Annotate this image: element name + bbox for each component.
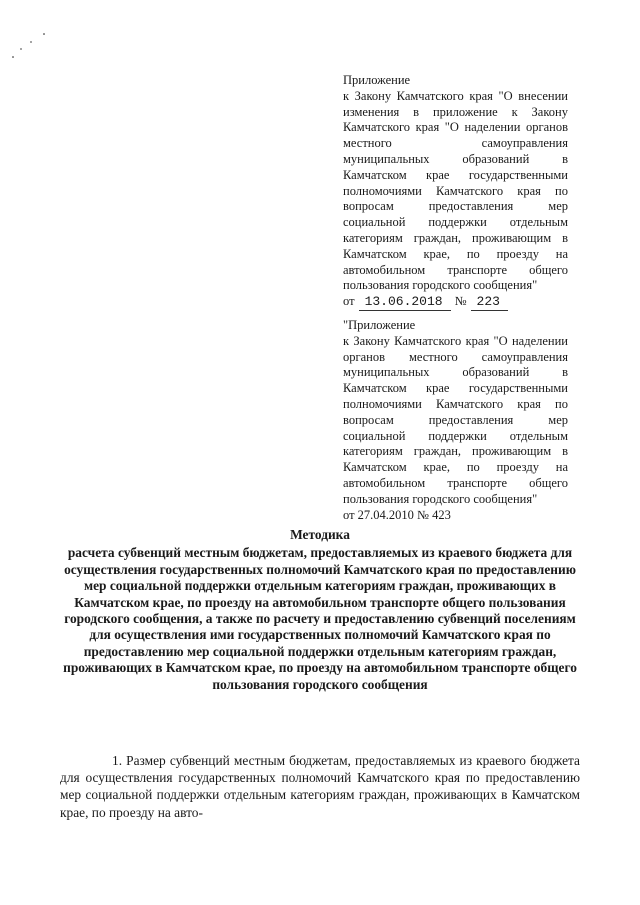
appendix-current [343,73,568,311]
scan-speck [12,56,14,58]
date-prefix: от [343,294,355,309]
appendix-date: 13.06.2018 [359,294,451,311]
number-prefix: № [454,294,467,309]
title-subtitle: расчета субвенций местным бюджетам, предоставляемых из краевого бюджета для осуществления государственных полномочий Камчатского края по предоставлению мер социальной поддержки отдельным категориям граждан, проживающих в Камчатском крае, по проезду на автомобильном транспорте общего пользования городского сообщения, а также по расчету и предоставлению субвенций поселениям для осуществления ими государственных полномочий Камчатского края по предоставлению мер социальной поддержки отдельным категориям граждан, проживающих в Камчатском крае, по проезду на автомобильном транспорте общего пользования городского сообщения [63,545,577,692]
appendix-original-date-line: от 27.04.2010 № 423 [343,507,451,522]
scan-speck [20,48,22,50]
appendix-date-line [343,294,568,311]
title-heading: Методика [290,527,350,542]
body-paragraph [60,752,580,821]
scan-speck [30,41,32,43]
appendix-heading: Приложение [343,73,411,87]
scan-speck [43,33,45,35]
appendix-number: 223 [471,294,508,311]
appendix-text: к Закону Камчатского края "О внесении изменения в приложение к Закону Камчатского края "О наделении органов местного самоуправления муниципальных образований в Камчатском крае государственными полномочиями Камчатского края по вопросам предоставления мер социальной поддержки отдельным категориям граждан, проживающим в Камчатском крае, по проезду на автомобильном транспорте общего пользования городского сообщения" [343,88,568,293]
paragraph-1-text: 1. Размер субвенций местным бюджетам, предоставляемых из краевого бюджета для осуществления государственных полномочий Камчатского края по предоставлению мер социальной поддержки отдельным категориям граждан, проживающих в Камчатском крае, по проезду на авто- [60,753,580,820]
appendix-original-heading: "Приложение [343,318,416,332]
document-title [60,527,580,693]
appendix-original [343,318,568,523]
appendix-original-text: к Закону Камчатского края "О наделении органов местного самоуправления муниципальных образований в Камчатском крае государственными полномочиями Камчатского края по вопросам предоставления мер социальной поддержки отдельным категориям граждан, проживающим в Камчатском крае, по проезду на автомобильном транспорте общего пользования городского сообщения" [343,333,568,506]
